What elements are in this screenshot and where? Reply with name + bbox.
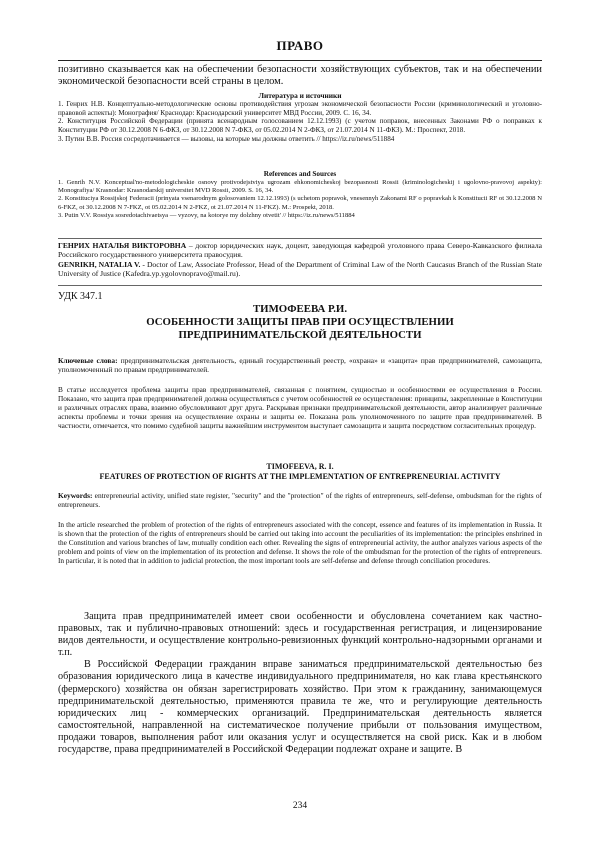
body-paragraph-1: Защита прав предпринимателей имеет свои особенности и обусловлена сочетанием как частно-правовых, так и публично-правовых отношений: здесь и государственная регистрация, и лицензирование видов деятельности, и осуществление контрольно-ревизионных функций контрольно-надзорными органами и т.п. (58, 611, 542, 659)
keywords-ru-label: Ключевые слова: (58, 356, 118, 365)
keywords-en (58, 491, 542, 509)
reference-en-3: 3. Putin V.V. Rossiya sosredotachivaetsya — vyzovy, na kotorye my dolzhny otvetit' // https://iz.ru/news/511884 (58, 211, 355, 219)
header-rule (58, 60, 542, 61)
previous-author-en (58, 260, 542, 279)
article-title-en: FEATURES OF PROTECTION OF RIGHTS AT THE IMPLEMENTATION OF ENTREPRENEURIAL ACTIVITY (99, 472, 501, 481)
article-header (58, 291, 542, 342)
journal-section-title: ПРАВО (276, 38, 324, 53)
reference-ru-1: 1. Генрих Н.В. Концептуально-методологические основы противодействия угрозам экономической безопасности России (криминологический и уголовно-правовой аспекты): Монография/ Краснодар: Краснодарский университет МВД России, 2009. С. 16, 34. (58, 100, 542, 117)
reference-en-2: 2. Konstituciya Rossijskoj Federacii (prinyata vsenarodnym golosovaniem 12.12.1993) (s uchetom popravok, vnesennyh Zakonami RF o popravkah k Konstitucii RF ot 30.12.2008 N 6-FKZ, ot 30.12.2008 N 7-FKZ, ot 05.02.2014 N 2-FKZ, ot 21.07.2014 N 11-FKZ). M.: Prospekt, 2018. (58, 195, 542, 211)
body-paragraph-2: В Российской Федерации гражданин вправе заниматься предпринимательской деятельностью без образования юридического лица в качестве индивидуального предпринимателя, но как глава крестьянского (фермерского) хозяйства он обязан зарегистрировать хозяйство. При этом к гражданину, занимающемуся предпринимательской деятельностью, применяются правила те же, что и регулирующие деятельность юридических лиц - коммерческих организаций. Предпринимательская деятельность является самостоятельной, направленной на систематическое получение прибыли от пользования имуществом, продажи товаров, выполнения работ или оказания услуг и осуществляется на свой риск. Как и в любом государстве, права предпринимателей в Российской Федерации подлежат охране и защите. В (58, 659, 542, 756)
abstract-en: In the article researched the problem of protection of the rights of entrepreneurs associated with the concept, essence and features of its implementation in Russia. It is shown that the protection of the rights of entrepreneurs should be carried out taking into account the peculiarities of its implementation: the principles enshrined in the Constitution and various branches of law, mutually condition each other. Revealing the signs of entrepreneurial activity, the author analyzes various aspects of the problem and points of view on the implementation of its protection and defense. It shows the role of the ombudsman for the protection of the rights of entrepreneurs. In particular, it is noted that in addition to judicial protection, the most important tools are self-defense and defense through conciliation procedures. (58, 520, 542, 566)
article-body (58, 611, 542, 756)
references-en-heading: References and Sources (263, 170, 337, 178)
keywords-ru (58, 356, 542, 374)
keywords-ru-text: предпринимательская деятельность, единый государственный реестр, «охрана» и «защита» прав предпринимателей, самозащита, уполномоченный по правам предпринимателей. (58, 356, 542, 375)
article-title-ru-line2: ПРЕДПРИНИМАТЕЛЬСКОЙ ДЕЯТЕЛЬНОСТИ (178, 329, 422, 341)
top-paragraph: позитивно сказывается как на обеспечении безопасности хозяйствующих субъектов, так и на обеспечении экономической безопасности всей страны в целом. (58, 64, 542, 88)
previous-author-bio-ru: – доктор юридических наук, доцент, заведующая кафедрой уголовного права Северо-Кавказского филиала Российского государственного университета правосудия. (58, 241, 542, 260)
keywords-en-label: Keywords: (58, 491, 93, 500)
top-paragraph-block (58, 64, 542, 88)
references-en (58, 170, 542, 220)
section-rule (58, 285, 542, 286)
previous-author-name-ru: ГЕНРИХ НАТАЛЬЯ ВИКТОРОВНА (58, 241, 187, 250)
article-author-ru: ТИМОФЕЕВА Р.И. (252, 303, 348, 315)
page-number: 234 (292, 801, 308, 811)
abstract-en-block (58, 520, 542, 565)
previous-author-name-en: GENRIKH, NATALIA V. (58, 259, 141, 269)
reference-en-1: 1. Genrih N.V. Konceptual'no-metodologicheskie osnovy protivodejstviya ugrozam ehkonomicheskoj bezopasnosti Rossii (kriminologicheskij i ugolovno-pravovoj aspekty): Monografiya/ Krasnodar: Krasnodarskij universitet MVD Rossii, 2009. S. 16, 34. (58, 179, 542, 195)
previous-author-info (58, 241, 542, 279)
abstract-ru-block (58, 385, 542, 430)
keywords-en-text: entrepreneurial activity, unified state register, "security" and the "protection" of the rights of entrepreneurs, self-defense, ombudsman for the rights of entrepreneurs. (58, 491, 542, 510)
references-ru-heading: Литература и источники (258, 91, 342, 100)
udk-code: УДК 347.1 (58, 291, 103, 302)
reference-ru-3: 3. Путин В.В. Россия сосредотачивается — вызовы, на которые мы должны ответить // https://iz.ru/news/511884 (58, 134, 395, 143)
article-title-ru-line1: ОСОБЕННОСТИ ЗАЩИТЫ ПРАВ ПРИ ОСУЩЕСТВЛЕНИИ (146, 316, 454, 328)
keywords-ru-block (58, 356, 542, 374)
keywords-en-block (58, 491, 542, 509)
abstract-ru: В статье исследуется проблема защиты прав предпринимателей, связанная с понятием, сущностью и особенностями ее осуществления в России. Показано, что защита прав предпринимателей должна осуществляться с учетом особенностей ее осуществления: принципы, закрепленные в Конституции и различных отраслях права, взаимно обусловливают друг друга. Раскрывая признаки предпринимательской деятельности, автор анализирует различные аспекты проблемы и точки зрения на осуществление охраны и защиты ее. Показана роль уполномоченного по защите прав предпринимателей. В частности, отмечается, что помимо судебной защиты важнейшим инструментом выступает самозащита и защита посредством согласительных процедур. (58, 385, 542, 431)
article-author-en: TIMOFEEVA, R. I. (266, 462, 334, 471)
references-rule (58, 238, 542, 239)
english-header (58, 462, 542, 482)
references-ru (58, 91, 542, 144)
previous-author-ru (58, 241, 542, 260)
previous-author-bio-en: - Doctor of Law, Associate Professor, Head of the Department of Criminal Law of the North Caucasus Branch of the Russian State University of Justice (Kafedra.yp.ygolovnopravo@mail.ru). (58, 259, 542, 279)
reference-ru-2: 2. Конституция Российской Федерации (принята всенародным голосованием 12.12.1993) (с учетом поправок, внесенных Законами РФ о поправках к Конституции РФ от 30.12.2008 N 6-ФКЗ, от 30.12.2008 N 7-ФКЗ, от 05.02.2014 N 2-ФКЗ, от 21.07.2014 N 11-ФКЗ). М.: Проспект, 2018. (58, 117, 542, 135)
